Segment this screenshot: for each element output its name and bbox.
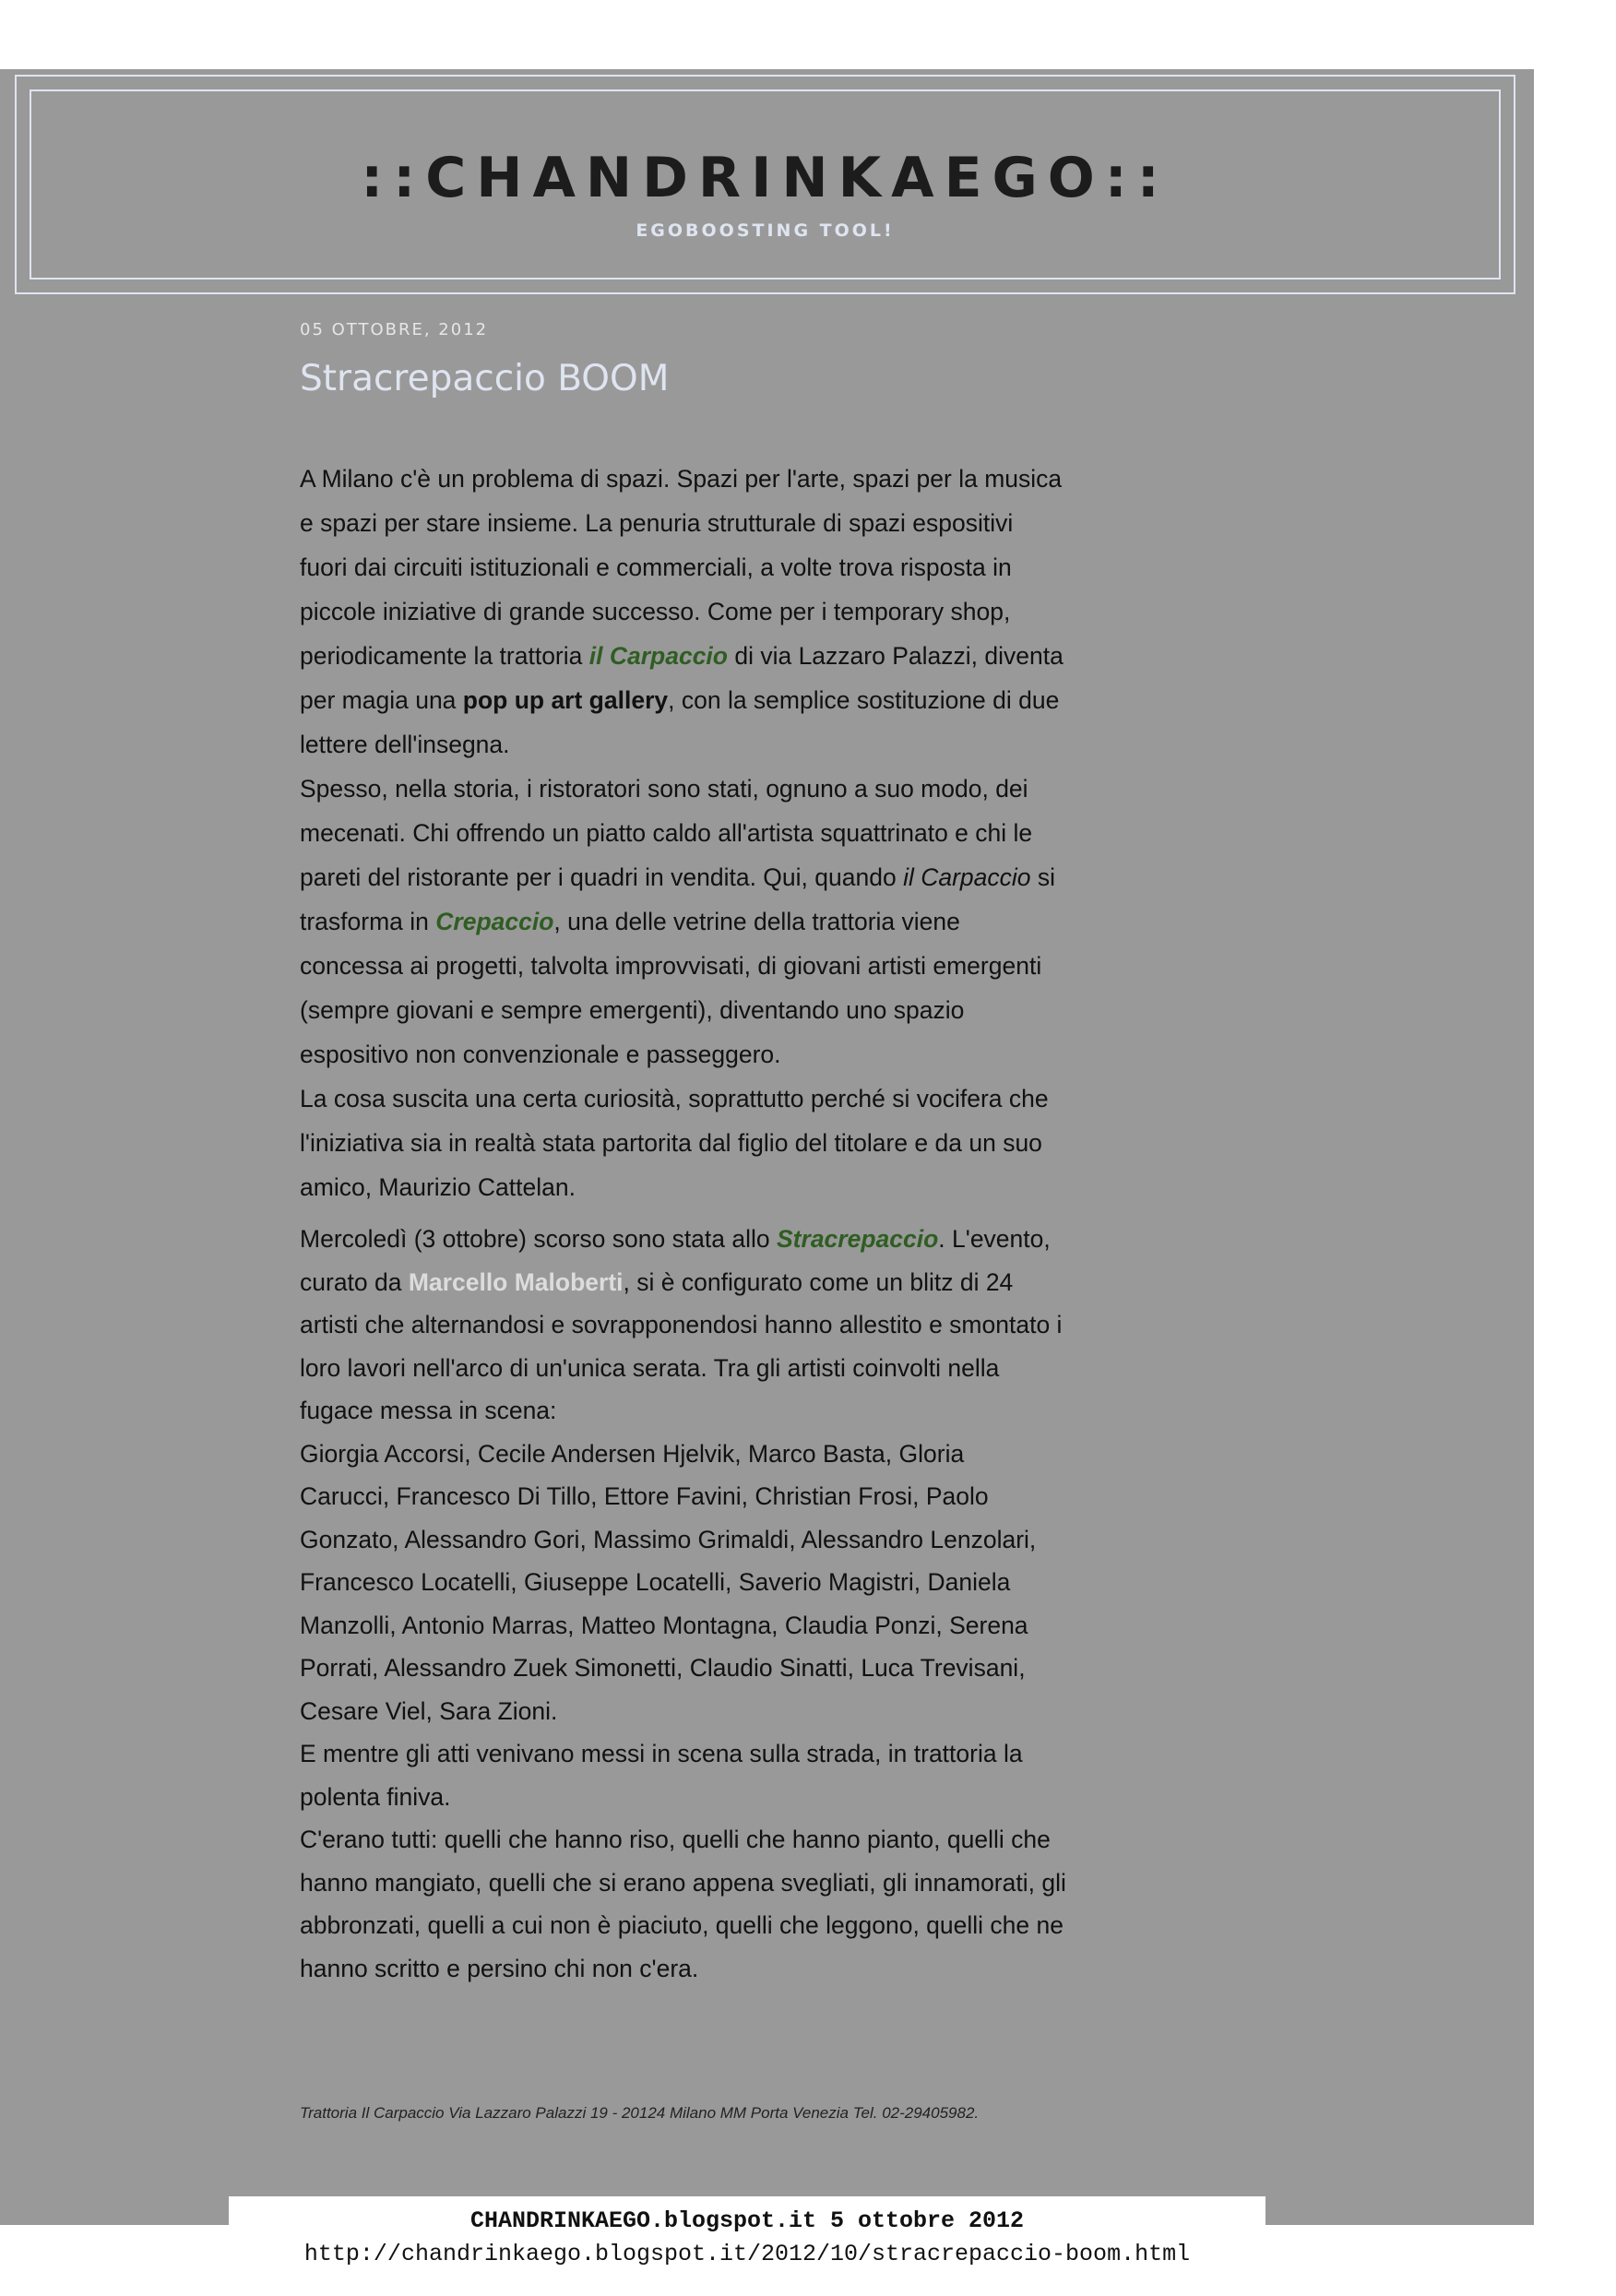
text-line: Gonzato, Alessandro Gori, Massimo Grimaldi, Alessandro Lenzolari, (300, 1525, 1037, 1553)
text-segment: di via Lazzaro Palazzi, diventa (727, 642, 1063, 670)
text-line: Giorgia Accorsi, Cecile Andersen Hjelvik, Marco Basta, Gloria (300, 1439, 965, 1468)
text-line: fugace messa in scena: (300, 1397, 557, 1424)
text-line (300, 1218, 1185, 1261)
text-line: Porrati, Alessandro Zuek Simonetti, Claudio Sinatti, Luca Trevisani, (300, 1654, 1026, 1682)
text-segment: trasforma in (300, 908, 436, 935)
text-line: artisti che alternandosi e sovrapponendosi hanno allestito e smontato i (300, 1311, 1063, 1338)
text-line (300, 634, 1185, 678)
text-line: Manzolli, Antonio Marras, Matteo Montagna, Claudia Ponzi, Serena (300, 1611, 1028, 1639)
blog-title[interactable]: ::CHANDRINKAEGO:: (361, 146, 1170, 210)
text-line: Cesare Viel, Sara Zioni. (300, 1696, 558, 1725)
post-body-lower (300, 1218, 1185, 1990)
text-segment: , con la semplice sostituzione di due (668, 686, 1060, 714)
text-line (300, 855, 1185, 899)
text-line: La cosa suscita una certa curiosità, soprattutto perché si vocifera che (300, 1085, 1049, 1112)
text-line: l'iniziativa sia in realtà stata partorita dal figlio del titolare e da un suo (300, 1129, 1042, 1157)
text-segment: si (1030, 863, 1056, 891)
text-line (300, 678, 1185, 722)
il-carpaccio-link[interactable]: il Carpaccio (588, 642, 728, 670)
text-line: fuori dai circuiti istituzionali e commerciali, a volte trova risposta in (300, 553, 1012, 581)
text-segment: per magia una (300, 686, 463, 714)
marcello-maloberti-link[interactable]: Marcello Maloberti (408, 1267, 624, 1296)
text-line: abbronzati, quelli a cui non è piaciuto, quelli che leggono, quelli che ne (300, 1911, 1063, 1939)
text-segment: periodicamente la trattoria (300, 642, 589, 670)
text-line: concessa ai progetti, talvolta improvvisati, di giovani artisti emergenti (300, 952, 1042, 980)
text-segment: , una delle vetrine della trattoria viene (553, 908, 960, 935)
post-body-upper (300, 457, 1185, 1209)
source-caption: CHANDRINKAEGO.blogspot.it 5 ottobre 2012 (469, 2207, 1025, 2234)
text-line: polenta finiva. (300, 1782, 451, 1811)
blog-tagline: EGOBOOSTING TOOL! (636, 220, 895, 241)
text-line: loro lavori nell'arco di un'unica serata. Tra gli artisti coinvolti nella (300, 1353, 1000, 1382)
post-date: 05 OTTOBRE, 2012 (300, 320, 489, 339)
blog-header-inner-frame (30, 89, 1501, 280)
text-line: Spesso, nella storia, i ristoratori sono stati, ognuno a suo modo, dei (300, 775, 1028, 803)
text-line: Carucci, Francesco Di Tillo, Ettore Favini, Christian Frosi, Paolo (300, 1482, 989, 1510)
text-line: C'erano tutti: quelli che hanno riso, quelli che hanno pianto, quelli che (300, 1826, 1051, 1853)
blog-header (15, 75, 1515, 294)
text-line: E mentre gli atti venivano messi in scena sulla strada, in trattoria la (300, 1740, 1023, 1767)
text-line: e spazi per stare insieme. La penuria strutturale di spazi espositivi (300, 509, 1014, 537)
text-line: amico, Maurizio Cattelan. (300, 1173, 576, 1201)
text-segment: Mercoledì (3 ottobre) scorso sono stata allo (300, 1225, 777, 1253)
text-segment: . L'evento, (938, 1225, 1051, 1253)
text-line: espositivo non convenzionale e passeggero. (300, 1041, 781, 1068)
text-line (300, 899, 1185, 944)
text-line: A Milano c'è un problema di spazi. Spazi per l'arte, spazi per la musica (300, 465, 1063, 493)
text-line (300, 1261, 1185, 1304)
text-line: hanno scritto e persino chi non c'era. (300, 1954, 699, 1982)
restaurant-address: Trattoria Il Carpaccio Via Lazzaro Palazzi 19 - 20124 Milano MM Porta Venezia Tel. 02-29405982. (300, 2104, 980, 2122)
bold-phrase: pop up art gallery (462, 686, 669, 714)
text-line: lettere dell'insegna. (300, 731, 510, 758)
text-segment: curato da (300, 1267, 409, 1296)
source-url[interactable]: http://chandrinkaego.blogspot.it/2012/10/stracrepaccio-boom.html (303, 2241, 1191, 2267)
italic-phrase: il Carpaccio (903, 863, 1031, 891)
source-caption-box (229, 2196, 1265, 2296)
text-segment: , si è configurato come un blitz di 24 (623, 1267, 1014, 1296)
crepaccio-link[interactable]: Crepaccio (435, 908, 554, 935)
text-line: (sempre giovani e sempre emergenti), diventando uno spazio (300, 996, 965, 1024)
stracrepaccio-link[interactable]: Stracrepaccio (777, 1225, 939, 1253)
text-line: Francesco Locatelli, Giuseppe Locatelli, Saverio Magistri, Daniela (300, 1568, 1011, 1596)
text-segment: pareti del ristorante per i quadri in vendita. Qui, quando (300, 863, 904, 891)
post-title[interactable]: Stracrepaccio BOOM (300, 358, 670, 399)
blog-page (0, 69, 1534, 2267)
text-line: hanno mangiato, quelli che si erano appena svegliati, gli innamorati, gli (300, 1868, 1066, 1897)
text-line: mecenati. Chi offrendo un piatto caldo all'artista squattrinato e chi le (300, 819, 1033, 847)
text-line: piccole iniziative di grande successo. Come per i temporary shop, (300, 598, 1011, 625)
